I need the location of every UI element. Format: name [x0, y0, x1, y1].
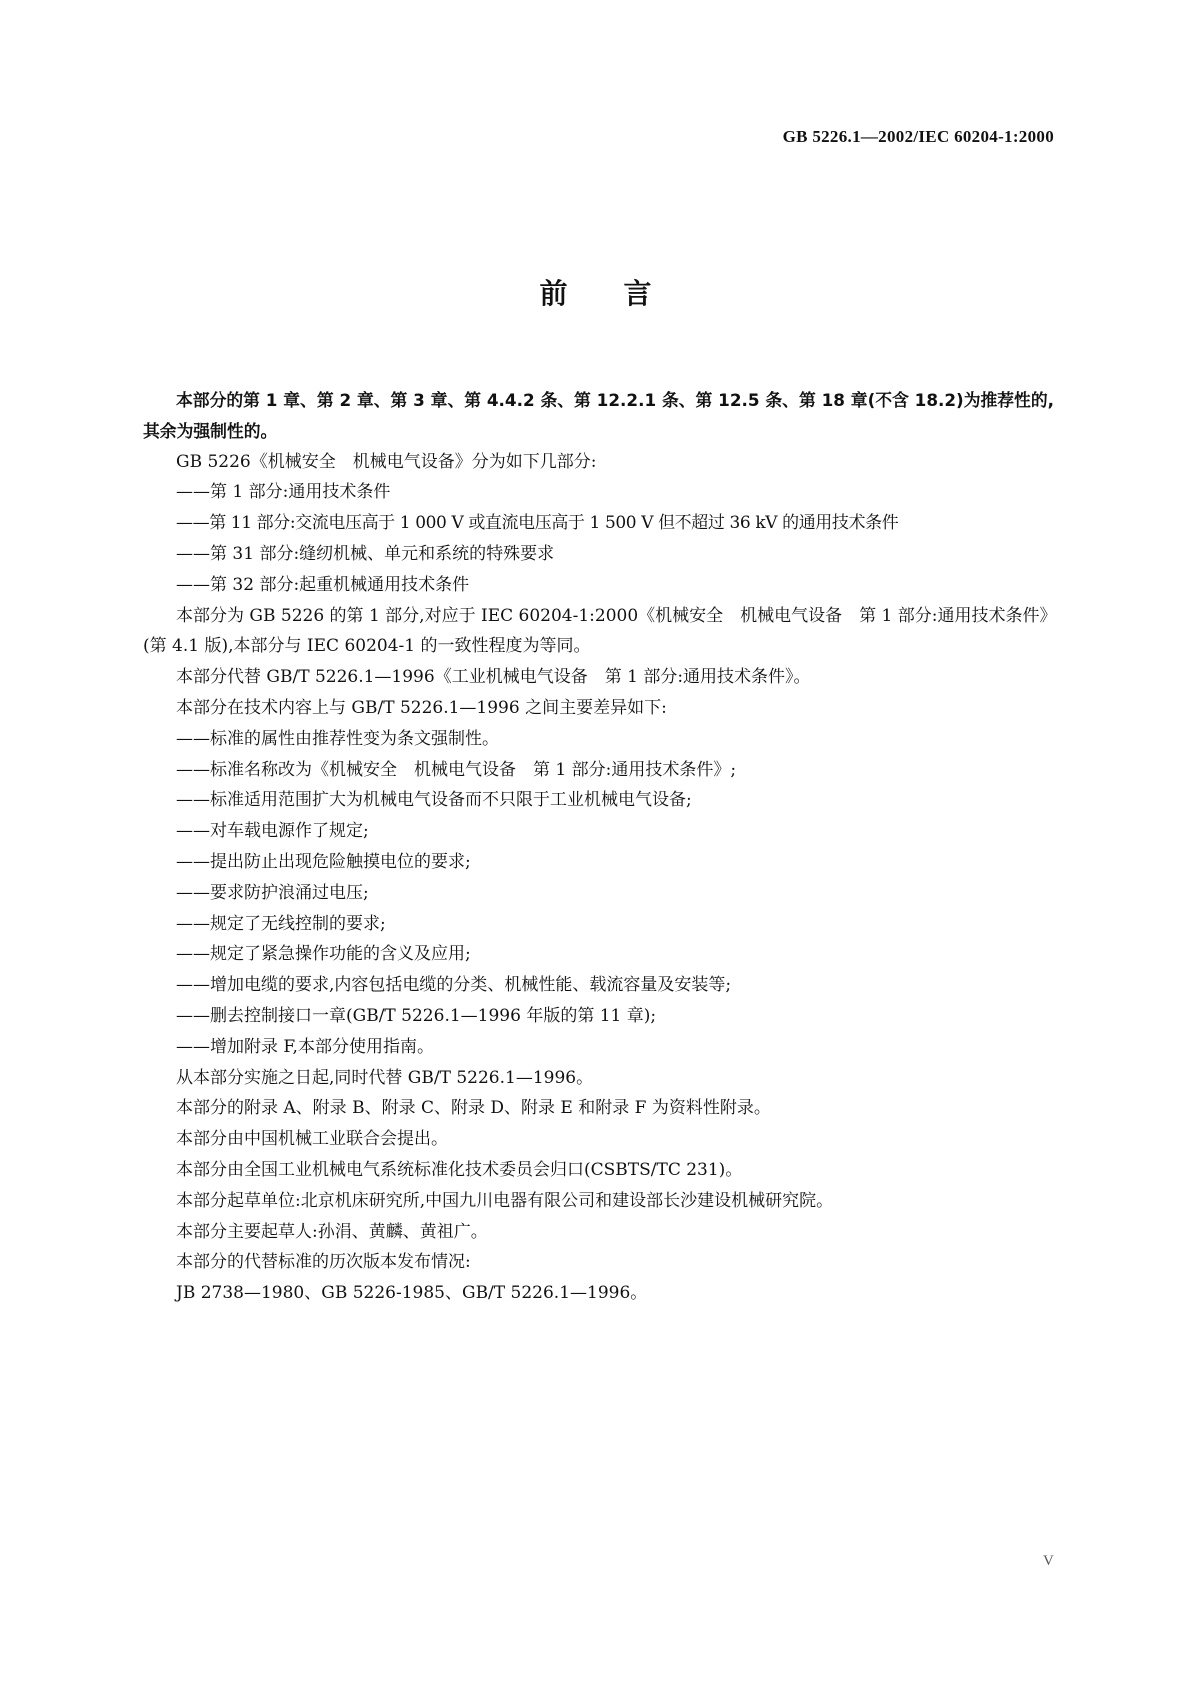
list-item: ——增加附录 F,本部分使用指南。 [176, 1036, 434, 1057]
list-item: ——提出防止出现危险触摸电位的要求; [176, 851, 471, 872]
list-item: ——增加电缆的要求,内容包括电缆的分类、机械性能、载流容量及安装等; [176, 975, 732, 996]
paragraph: 本部分在技术内容上与 GB/T 5226.1—1996 之间主要差异如下: [176, 697, 667, 718]
list-item: ——第 11 部分:交流电压高于 1 000 V 或直流电压高于 1 500 V 但不超过 36 kV 的通用技术条件 [176, 513, 899, 534]
paragraph: 本部分起草单位:北京机床研究所,中国九川电器有限公司和建设部长沙建设机械研究院。 [176, 1190, 834, 1211]
paragraph: 本部分主要起草人:孙涓、黄麟、黄祖广。 [176, 1221, 488, 1242]
list-item: ——第 31 部分:缝纫机械、单元和系统的特殊要求 [176, 543, 555, 564]
paragraph: 本部分由全国工业机械电气系统标准化技术委员会归口(CSBTS/TC 231)。 [176, 1159, 743, 1180]
paragraph: 本部分的代替标准的历次版本发布情况: [176, 1252, 471, 1273]
list-item: ——标准的属性由推荐性变为条文强制性。 [176, 728, 499, 749]
paragraph: 本部分为 GB 5226 的第 1 部分,对应于 IEC 60204-1:2000《机械安全 机械电气设备 第 1 部分:通用技术条件》(第 4.1 版),本部分与 IEC 60204-1 的一致性程度为等同。 [143, 605, 1057, 657]
list-item: ——标准名称改为《机械安全 机械电气设备 第 1 部分:通用技术条件》; [176, 759, 737, 780]
page-title: 前言 [539, 277, 708, 310]
list-item: ——标准适用范围扩大为机械电气设备而不只限于工业机械电气设备; [176, 790, 692, 811]
list-item: ——规定了紧急操作功能的含义及应用; [176, 944, 471, 965]
paragraph: 本部分由中国机械工业联合会提出。 [176, 1129, 448, 1150]
list-item: ——删去控制接口一章(GB/T 5226.1—1996 年版的第 11 章); [176, 1005, 657, 1026]
list-item: ——第 1 部分:通用技术条件 [176, 482, 391, 503]
page-number: V [1043, 1553, 1054, 1569]
list-item: ——要求防护浪涌过电压; [176, 882, 369, 903]
foreword-body [143, 385, 1063, 1309]
applicability-paragraph: 本部分的第 1 章、第 2 章、第 3 章、第 4.4.2 条、第 12.2.1 条、第 12.5 条、第 18 章(不含 18.2)为推荐性的,其余为强制性的。 [143, 390, 1054, 441]
paragraph: 本部分代替 GB/T 5226.1—1996《工业机械电气设备 第 1 部分:通用技术条件》。 [176, 667, 811, 688]
standard-code-header: GB 5226.1—2002/IEC 60204-1:2000 [782, 127, 1054, 146]
list-item: ——对车载电源作了规定; [176, 821, 369, 842]
paragraph: JB 2738—1980、GB 5226-1985、GB/T 5226.1—1996。 [176, 1283, 648, 1304]
list-item: ——规定了无线控制的要求; [176, 913, 386, 934]
paragraph: 本部分的附录 A、附录 B、附录 C、附录 D、附录 E 和附录 F 为资料性附录。 [176, 1098, 771, 1119]
paragraph: GB 5226《机械安全 机械电气设备》分为如下几部分: [176, 451, 597, 472]
list-item: ——第 32 部分:起重机械通用技术条件 [176, 574, 470, 595]
paragraph: 从本部分实施之日起,同时代替 GB/T 5226.1—1996。 [176, 1067, 594, 1088]
